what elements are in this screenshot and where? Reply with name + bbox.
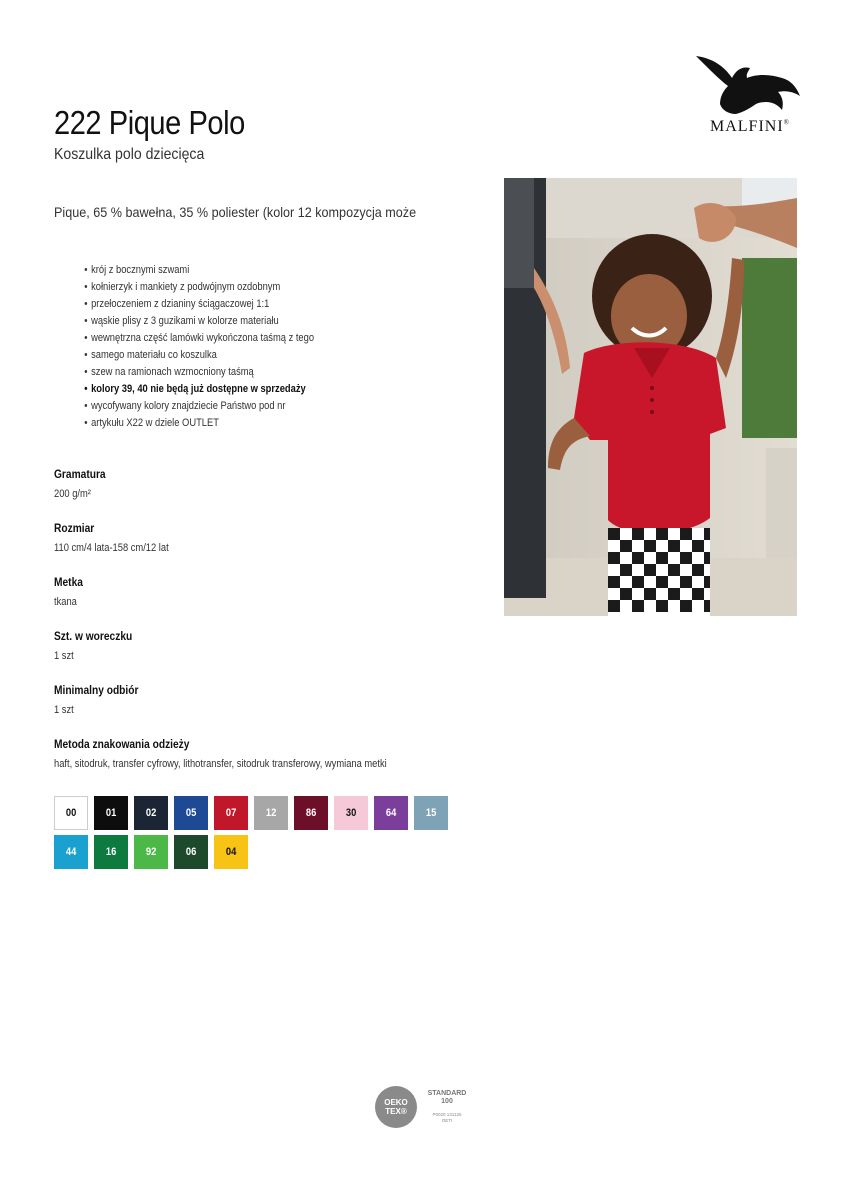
color-swatch[interactable]: 44 xyxy=(54,835,88,869)
color-swatch[interactable]: 86 xyxy=(294,796,328,830)
feature-item-highlight: • kolory 39, 40 nie będą już dostępne w sprzedaży xyxy=(86,381,324,398)
malfini-logo xyxy=(690,52,810,142)
product-subtitle: Koszulka polo dziecięca xyxy=(54,146,205,163)
color-swatch[interactable]: 15 xyxy=(414,796,448,830)
color-swatch[interactable]: 00 xyxy=(54,796,88,830)
feature-item-continuation: • artykułu X22 w dziele OUTLET xyxy=(86,415,324,432)
feature-item: • wewnętrzna część lamówki wykończona taśmą z tego xyxy=(86,330,324,347)
feature-item-continuation: • samego materiału co koszulka xyxy=(86,347,324,364)
color-swatch[interactable]: 04 xyxy=(214,835,248,869)
spec-value-min-order: 1 szt xyxy=(54,704,74,716)
certificate-number: P0020 131125 OETI xyxy=(432,1112,462,1123)
standard-label: STANDARD 100 xyxy=(427,1090,467,1105)
color-swatch[interactable]: 02 xyxy=(134,796,168,830)
color-swatch[interactable]: 64 xyxy=(374,796,408,830)
spec-label-size: Rozmiar xyxy=(54,521,95,535)
color-swatch[interactable]: 30 xyxy=(334,796,368,830)
color-swatch[interactable]: 16 xyxy=(94,835,128,869)
spec-label-min-order: Minimalny odbiór xyxy=(54,683,139,697)
feature-item: • krój z bocznymi szwami xyxy=(86,262,324,279)
spec-label-weight: Gramatura xyxy=(54,467,106,481)
color-swatch[interactable]: 07 xyxy=(214,796,248,830)
color-swatch[interactable]: 05 xyxy=(174,796,208,830)
oeko-tex-icon: OEKO TEX® xyxy=(375,1086,417,1128)
brand-name: MALFINI® xyxy=(710,118,790,135)
color-swatch[interactable]: 06 xyxy=(174,835,208,869)
feature-item: • wąskie plisy z 3 guzikami w kolorze materiału xyxy=(86,313,324,330)
material-composition: Pique, 65 % bawełna, 35 % poliester (kolor 12 kompozycja może xyxy=(54,204,417,220)
spec-label-per-bag: Szt. w woreczku xyxy=(54,629,133,643)
feature-item: • szew na ramionach wzmocniony taśmą xyxy=(86,364,324,381)
product-photo xyxy=(504,178,797,616)
bird-logo-icon xyxy=(690,52,810,118)
feature-item: • wycofywany kolory znajdziecie Państwo pod nr xyxy=(86,398,324,415)
feature-item-continuation: • przełoczeniem z dzianiny ściągaczowej 1:1 xyxy=(86,296,324,313)
spec-value-per-bag: 1 szt xyxy=(54,650,74,662)
spec-label-marking: Metoda znakowania odzieży xyxy=(54,737,190,751)
spec-value-label: tkana xyxy=(54,596,77,608)
child-in-polo-illustration xyxy=(504,178,797,616)
product-title: 222 Pique Polo xyxy=(54,104,245,141)
spec-value-marking: haft, sitodruk, transfer cyfrowy, lithotransfer, sitodruk transferowy, wymiana metki xyxy=(54,758,387,770)
spec-label-label: Metka xyxy=(54,575,83,589)
spec-value-weight: 200 g/m² xyxy=(54,488,91,500)
spec-value-size: 110 cm/4 lata-158 cm/12 lat xyxy=(54,542,169,554)
feature-list xyxy=(86,262,324,432)
feature-item: • kołnierzyk i mankiety z podwójnym ozdobnym xyxy=(86,279,324,296)
color-swatch[interactable]: 12 xyxy=(254,796,288,830)
oeko-tex-certificate xyxy=(375,1086,475,1130)
color-swatch[interactable]: 01 xyxy=(94,796,128,830)
color-swatch[interactable]: 92 xyxy=(134,835,168,869)
